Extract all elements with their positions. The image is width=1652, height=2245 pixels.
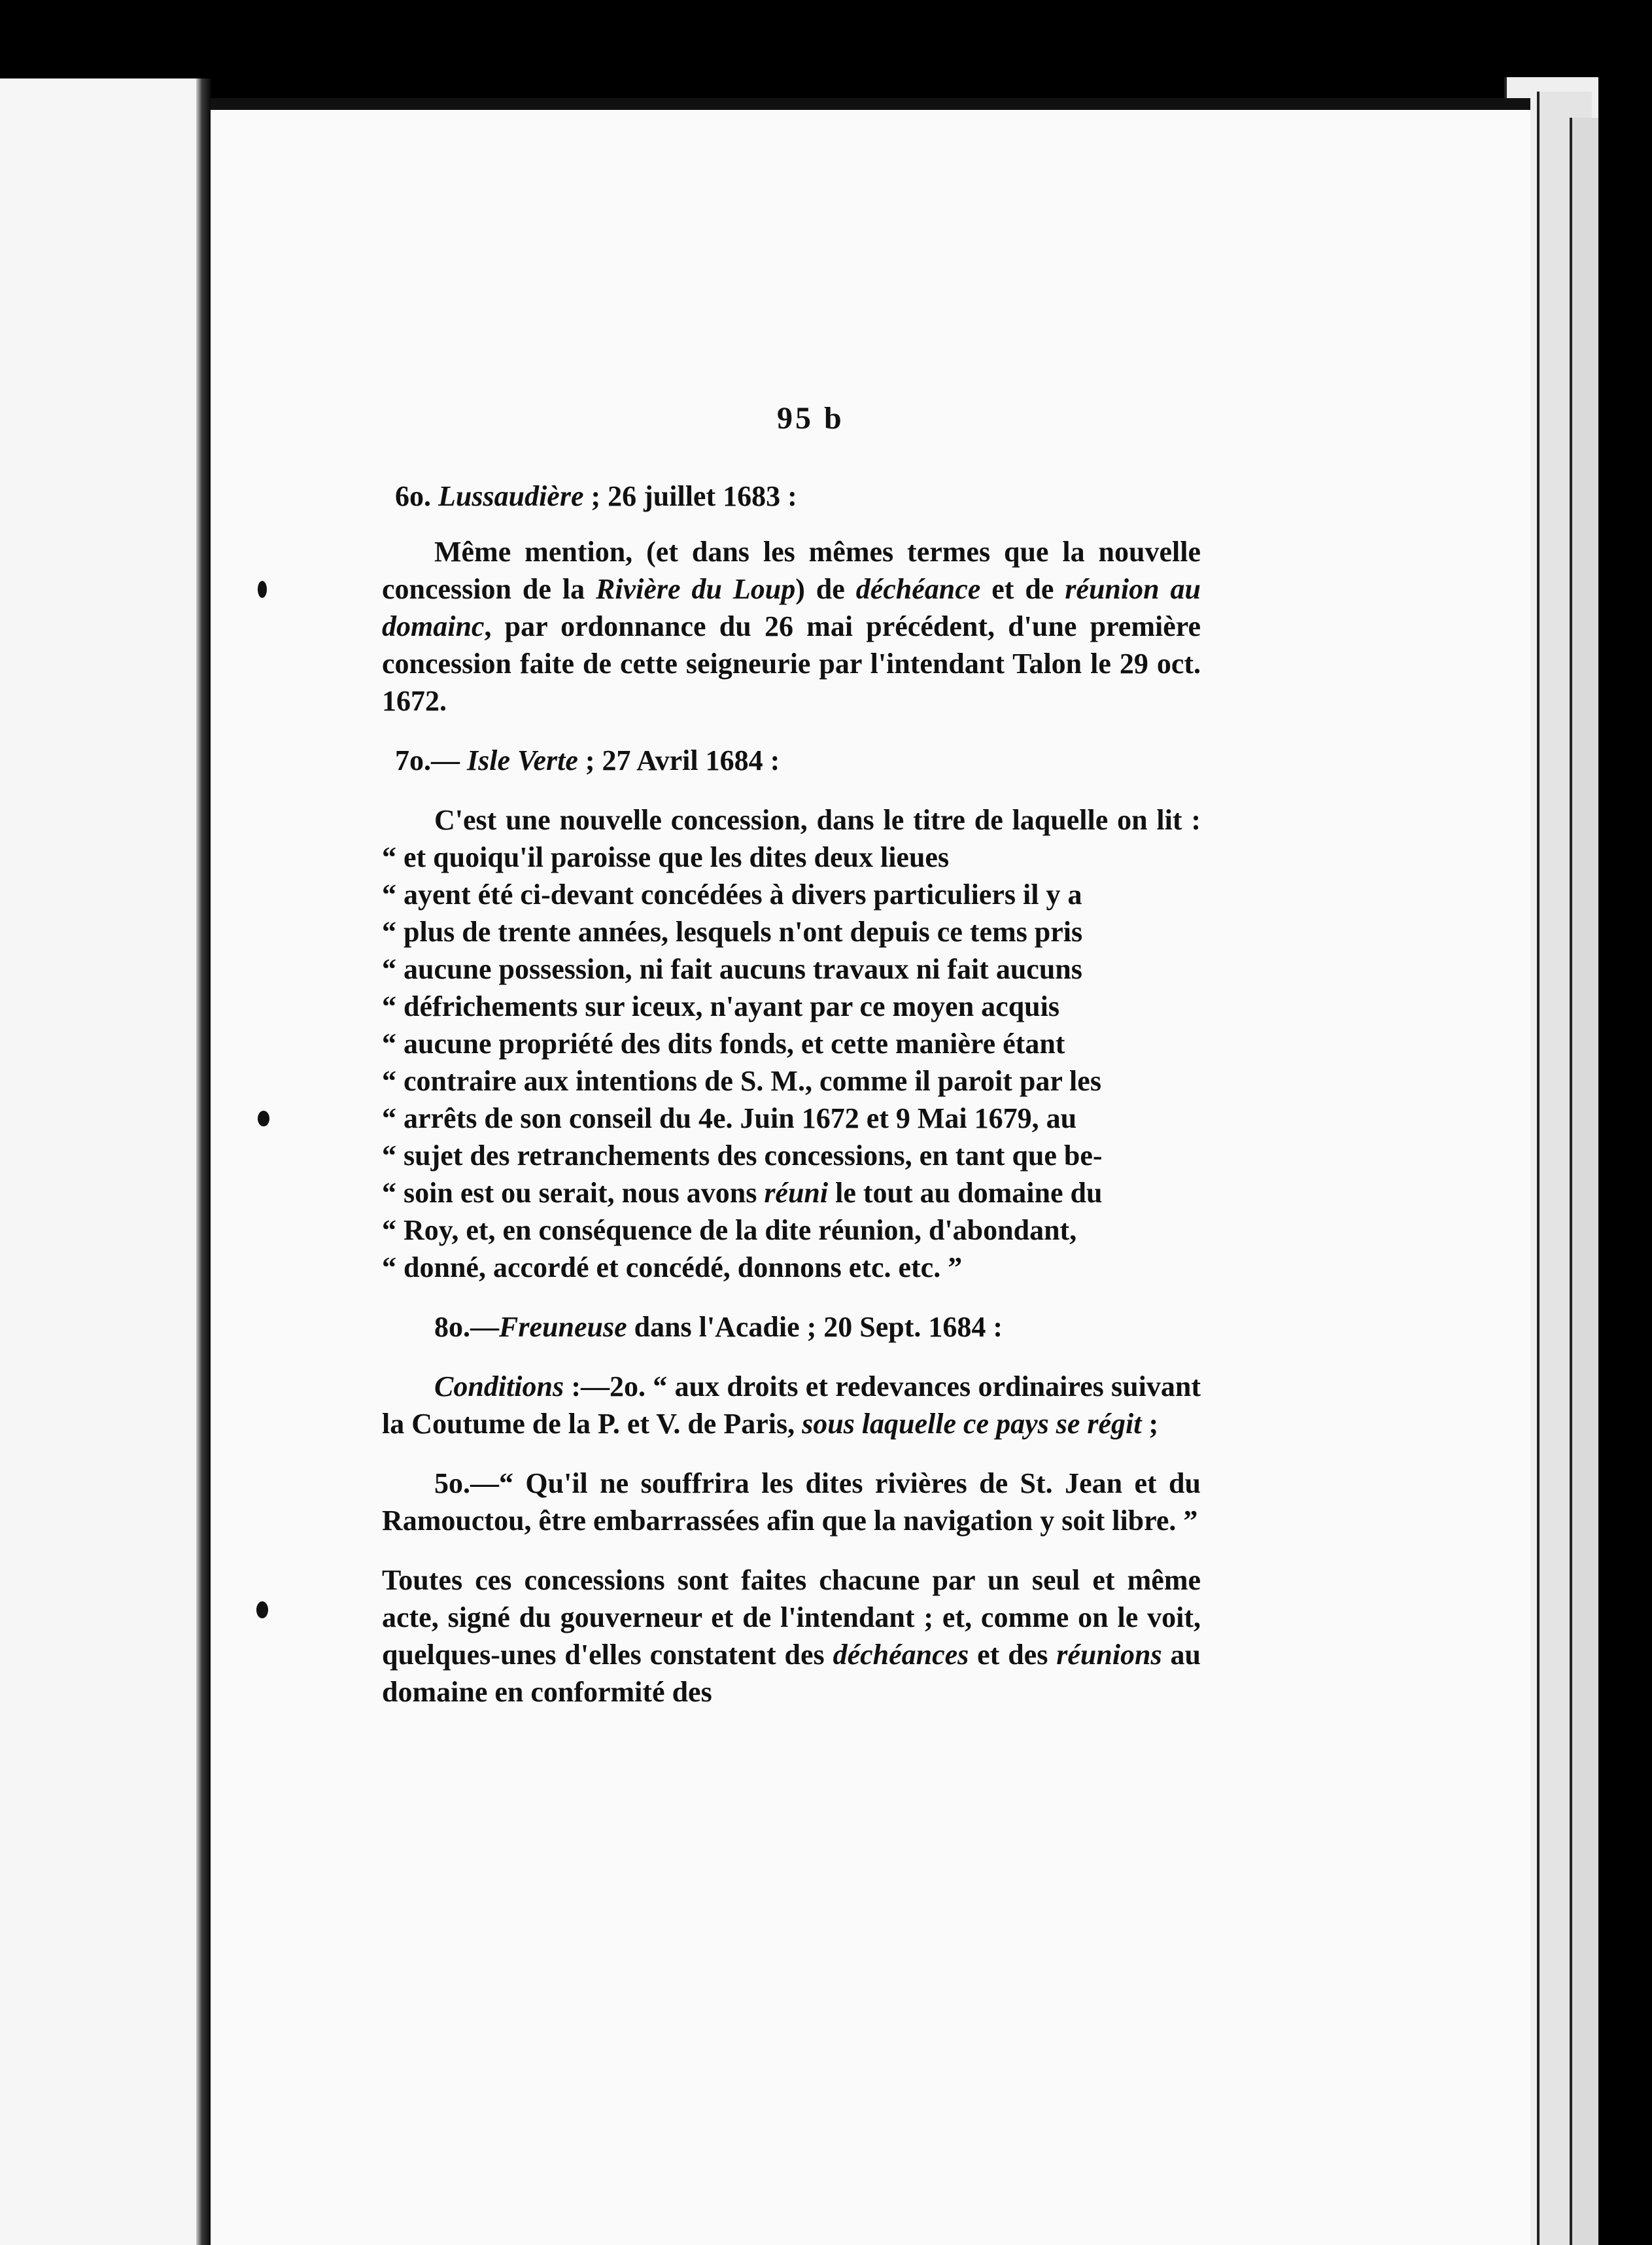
page-edge	[1570, 118, 1598, 2245]
text-run: au domaine en conformité des	[382, 1639, 1201, 1708]
text-run: ) de	[795, 573, 856, 605]
italic-run: sous laquelle ce pays se régit	[802, 1408, 1142, 1440]
italic-run: réunions	[1056, 1639, 1162, 1671]
text-run: 5o.—“ Qu'il ne souffrira les dites rivières de St. Jean et du Ramouctou, être embarrassées afin que la navigation y soit libre. ”	[382, 1467, 1201, 1537]
quote-line: “ ayent été ci-devant concédées à divers particuliers il y a	[382, 879, 1082, 911]
quote-line: “ contraire aux intentions de S. M., comme il paroit par les	[382, 1065, 1101, 1097]
text-run: le tout au domaine du	[828, 1177, 1103, 1209]
text-run: et des	[969, 1639, 1057, 1671]
section-heading-6	[382, 478, 1201, 515]
quote-line: “ défrichements sur iceux, n'ayant par ce moyen acquis	[382, 990, 1059, 1022]
italic-run: réunion au domainc	[382, 573, 1201, 642]
quote-line: “ arrêts de son conseil du 4e. Juin 1672 et 9 Mai 1679, au	[382, 1102, 1077, 1134]
left-facing-page	[0, 78, 196, 2245]
page-number: 95 b	[777, 401, 844, 436]
text-block	[382, 478, 1201, 1711]
margin-speck	[256, 1601, 268, 1618]
paragraph-8-clause-5	[382, 1465, 1201, 1539]
italic-run: déchéances	[833, 1639, 969, 1671]
section-number: 8o.—	[434, 1311, 499, 1343]
place-name: Isle Verte	[467, 744, 578, 776]
paragraph-8-conditions	[382, 1368, 1201, 1442]
place-name: Freuneuse	[499, 1311, 627, 1343]
section-number: 6o.	[395, 480, 431, 512]
quote-line: “ plus de trente années, lesquels n'ont depuis ce tems pris	[382, 916, 1083, 948]
quote-line: “ sujet des retranchements des concessions, en tant que be-	[382, 1140, 1103, 1172]
text-run: :—2o. “ aux droits et redevances ordinaires suivant la Coutume de la P. et V. de Paris,	[382, 1370, 1201, 1440]
text-run: C'est une nouvelle concession, dans le titre de laquelle on lit : “ et quoiqu'il paroisse que les dites deux lieues	[382, 804, 1201, 873]
paragraph-6	[382, 533, 1201, 720]
quote-line: “ Roy, et, en conséquence de la dite réunion, d'abondant,	[382, 1214, 1077, 1246]
place-name: Lussaudière	[438, 480, 584, 512]
text-run: “ soin est ou serait, nous avons	[382, 1177, 765, 1209]
text-run: Même mention, (et dans les mêmes termes que la nouvelle concession de la	[382, 536, 1201, 605]
quote-line: “ aucune propriété des dits fonds, et cette manière étant	[382, 1028, 1065, 1060]
italic-run: déchéance	[855, 573, 981, 605]
italic-run: Rivière du Loup	[596, 573, 796, 605]
section-date: dans l'Acadie ; 20 Sept. 1684 :	[627, 1311, 1003, 1343]
section-date: ; 27 Avril 1684 :	[585, 744, 780, 776]
quote-line: “ donné, accordé et concédé, donnons etc. etc. ”	[382, 1251, 963, 1283]
quote-line: “ aucune possession, ni fait aucuns travaux ni fait aucuns	[382, 953, 1082, 985]
closing-paragraph	[382, 1561, 1201, 1711]
italic-run: réuni	[764, 1177, 829, 1209]
quote-line	[382, 1174, 1201, 1211]
section-heading-7	[382, 742, 1201, 779]
text-run: , par ordonnance du 26 mai précédent, d'une première concession faite de cette seigneurie par l'intendant Talon le 29 oct. 1672.	[382, 610, 1201, 717]
margin-speck	[258, 1111, 269, 1126]
paragraph-7	[382, 801, 1201, 876]
text-run: ;	[1141, 1408, 1159, 1440]
margin-speck	[258, 581, 267, 598]
section-number: 7o.—	[395, 744, 460, 776]
text-run: et de	[980, 573, 1065, 605]
section-heading-8	[382, 1308, 1201, 1346]
quoted-passage	[382, 876, 1201, 1286]
text-run: Toutes ces concessions sont faites chacune par un seul et même acte, signé du gouverneur et de l'intendant ; et, comme on le voit, quelques-unes d'elles constatent des	[382, 1564, 1201, 1671]
section-date: ; 26 juillet 1683 :	[591, 480, 797, 512]
italic-run: Conditions	[434, 1370, 564, 1402]
book-gutter	[196, 78, 211, 2245]
